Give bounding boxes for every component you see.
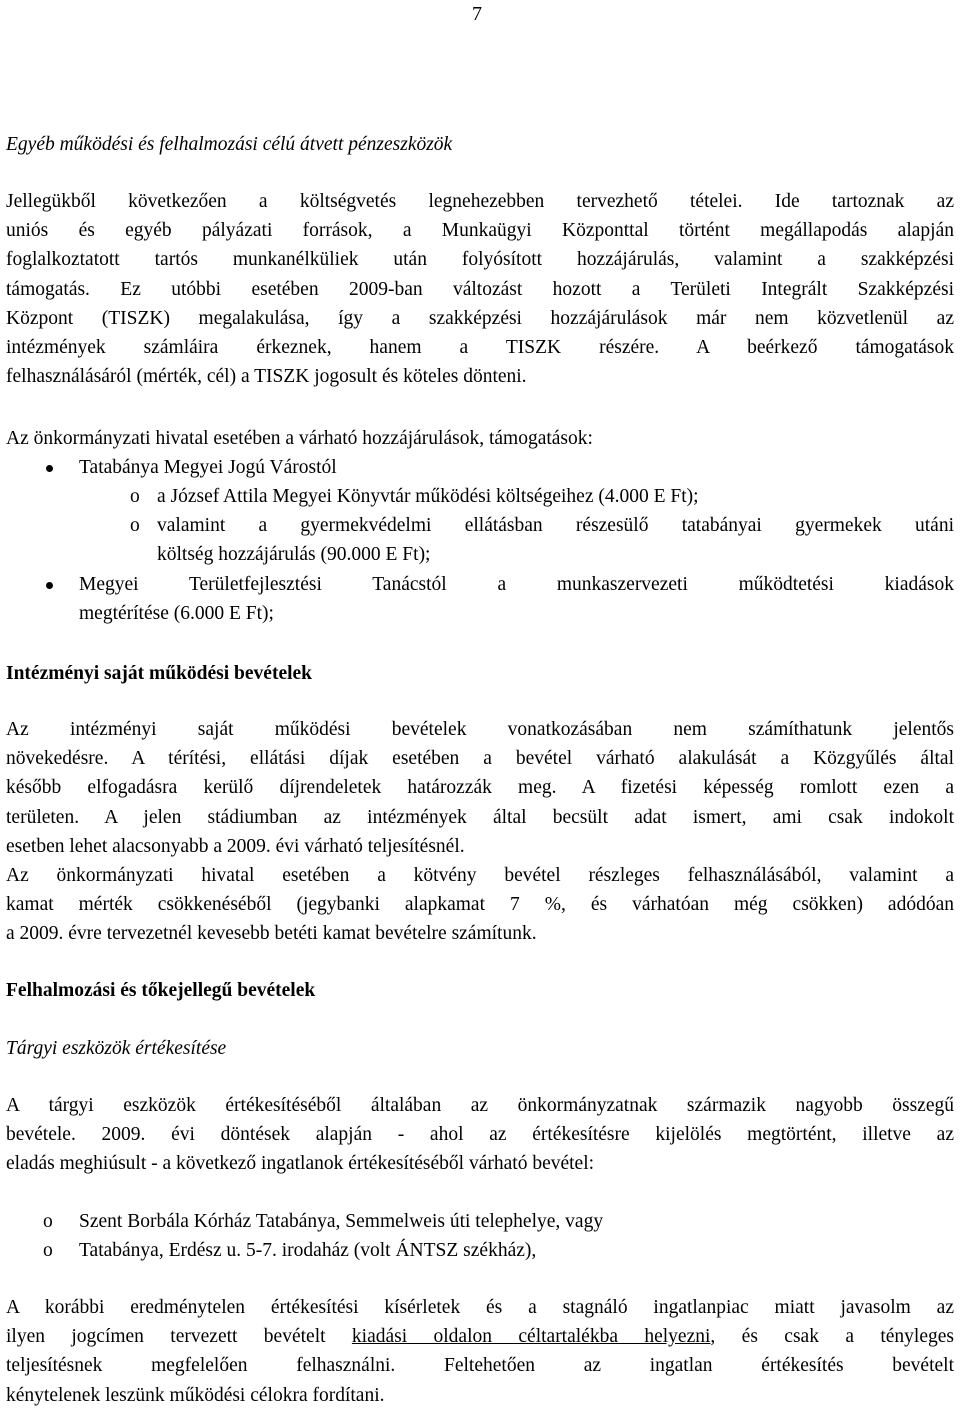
text-line: uniós és egyéb pályázati források, a Munkaügyi Központtal történt megállapodás alapján bbox=[6, 220, 954, 242]
text-line: A korábbi eredménytelen értékesítési kísérletek és a stagnáló ingatlanpiac miatt javasolm az bbox=[6, 1297, 954, 1318]
paragraph-intro: Az önkormányzati hivatal esetében a várható hozzájárulások, támogatások: bbox=[6, 428, 593, 449]
text-line: Az önkormányzati hivatal esetében a kötvény bevétel részleges felhasználásából, valamint a bbox=[6, 864, 954, 886]
text-line: növekedésre. A térítési, ellátási díjak esetében a bevétel várható alakulását a Közgyűlés által bbox=[6, 748, 954, 770]
text-line: kamat mérték csökkenéséből (jegybanki alapkamat 7 %, és várhatóan még csökken) adódóan bbox=[6, 894, 954, 916]
text-line: teljesítésnek megfelelően felhasználni. Feltehetően az ingatlan értékesítés bevételt bbox=[6, 1355, 954, 1377]
bullet-item-council bbox=[6, 570, 954, 629]
text-line: költség hozzájárulás (90.000 E Ft); bbox=[157, 544, 431, 566]
circle-bullet-icon: o bbox=[43, 1240, 53, 1261]
list-item-text: Tatabánya, Erdész u. 5-7. irodaház (volt ÁNTSZ székház), bbox=[79, 1240, 537, 1261]
section-heading-transfers: Egyéb működési és felhalmozási célú átvett pénzeszközök bbox=[6, 134, 453, 155]
text-line: megtérítése (6.000 E Ft); bbox=[79, 603, 274, 625]
text-line bbox=[6, 1322, 954, 1351]
paragraph-asset-sales bbox=[6, 1091, 954, 1179]
text-line: valamint a gyermekvédelmi ellátásban részesülő tatabányai gyermekek utáni bbox=[157, 515, 954, 536]
circle-bullet-icon: o bbox=[130, 486, 140, 507]
bullet-icon bbox=[46, 465, 53, 472]
text-segment: ilyen jogcímen tervezett bevételt bbox=[6, 1326, 352, 1348]
text-line: foglalkoztatott tartós munkanélküliek után folyósított hozzájárulás, valamint a szakképzési bbox=[6, 249, 954, 271]
bullet-item-city bbox=[6, 453, 954, 482]
text-line: bevétele. 2009. évi döntések alapján - ahol az értékesítésre kijelölés megtörtént, illetve az bbox=[6, 1124, 954, 1146]
text-line: a 2009. évre tervezetnél kevesebb betéti kamat bevételre számítunk. bbox=[6, 923, 537, 945]
text-line: támogatás. Ez utóbbi esetében 2009-ban változást hozott a Területi Integrált Szakképzési bbox=[6, 278, 954, 300]
text-line: Megyei Területfejlesztési Tanácstól a munkaszervezeti működtetési kiadások bbox=[79, 574, 954, 595]
list-item-office bbox=[6, 1236, 954, 1265]
text-line: intézmények számláira érkeznek, hanem a TISZK részére. A beérkező támogatások bbox=[6, 336, 954, 358]
list-item-hospital bbox=[6, 1207, 954, 1236]
text-line: felhasználásáról (mérték, cél) a TISZK jogosult és köteles dönteni. bbox=[6, 366, 527, 388]
sub-item-text: a József Attila Megyei Könyvtár működési költségeihez (4.000 E Ft); bbox=[157, 486, 699, 507]
text-segment: , és csak a tényleges bbox=[710, 1326, 955, 1348]
text-line: Központ (TISZK) megalakulása, így a szakképzési hozzájárulások már nem közvetlenül az bbox=[6, 307, 954, 329]
page-number: 7 bbox=[472, 3, 482, 25]
text-line: esetben lehet alacsonyabb a 2009. évi várható teljesítésnél. bbox=[6, 835, 465, 857]
sub-item-child-welfare bbox=[6, 511, 954, 570]
text-line: kénytelenek leszünk működési célokra fordítani. bbox=[6, 1384, 385, 1406]
bullet-text: Tatabánya Megyei Jogú Várostól bbox=[79, 457, 337, 478]
list-item-text: Szent Borbála Kórház Tatabánya, Semmelweis úti telephelye, vagy bbox=[79, 1211, 604, 1232]
text-line: később elfogadásra kerülő díjrendeletek határozzák meg. A fizetési képesség romlott ezen a bbox=[6, 777, 954, 799]
circle-bullet-icon: o bbox=[43, 1211, 53, 1232]
sub-item-library bbox=[6, 482, 954, 511]
text-line: Jellegükből következően a költségvetés legnehezebben tervezhető tételei. Ide tartoznak az bbox=[6, 191, 954, 212]
bullet-icon bbox=[46, 582, 53, 589]
circle-bullet-icon: o bbox=[130, 515, 140, 536]
underlined-phrase: kiadási oldalon céltartalékba helyezni bbox=[351, 1326, 711, 1348]
paragraph-recommendation bbox=[6, 1293, 954, 1410]
section-heading-own-revenue: Intézményi saját működési bevételek bbox=[6, 663, 313, 684]
text-line: területen. A jelen stádiumban az intézmények által becsült adat ismert, ami csak indokolt bbox=[6, 806, 954, 828]
text-line: Az intézményi saját működési bevételek vonatkozásában nem számíthatunk jelentős bbox=[6, 719, 954, 740]
section-heading-capital-revenue: Felhalmozási és tőkejellegű bevételek bbox=[6, 980, 316, 1001]
text-line: A tárgyi eszközök értékesítéséből általában az önkormányzatnak származik nagyobb összegű bbox=[6, 1095, 954, 1116]
text-line: eladás meghiúsult - a következő ingatlanok értékesítéséből várható bevétel: bbox=[6, 1153, 595, 1175]
paragraph-own-revenue bbox=[6, 715, 954, 949]
paragraph-transfers bbox=[6, 187, 954, 391]
subsection-heading-asset-sales: Tárgyi eszközök értékesítése bbox=[6, 1038, 227, 1059]
